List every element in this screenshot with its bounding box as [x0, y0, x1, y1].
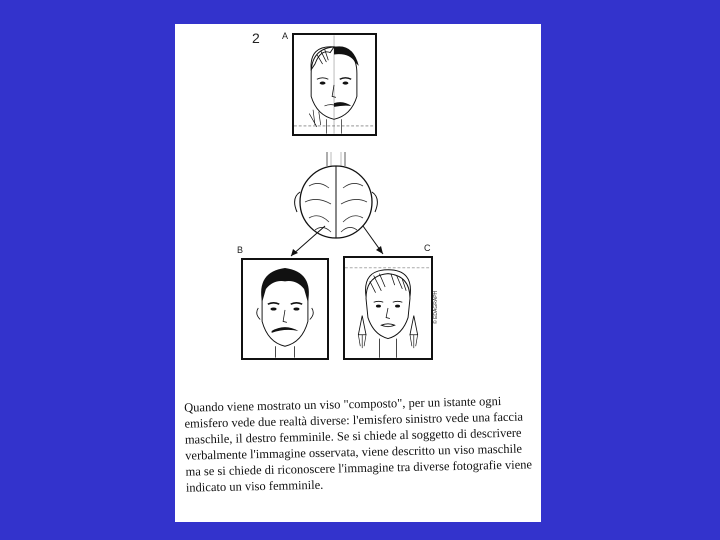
- figure-caption: Quando viene mostrato un viso "composto", per un istante ogni emisfero vede due realtà diverse: l'emisfero sinistro vede una faccia maschile, il destro femminile. Se si chiede al soggetto di descrivere verbalmente l'immagine osservata, viene descritto un viso maschile ma se si chiede di riconoscere l'immagine tra diverse fotografie viene indicato un viso femminile.: [184, 394, 533, 495]
- copyright-mark: © EDAGRAPH: [433, 290, 439, 324]
- composite-face-frame: [292, 33, 377, 136]
- figure-number: 2: [252, 30, 260, 46]
- label-a: A: [282, 31, 289, 41]
- male-face-frame: [241, 258, 329, 360]
- female-face-drawing: [345, 258, 431, 358]
- female-face-frame: [343, 256, 433, 360]
- label-b: B: [237, 245, 244, 255]
- composite-face-drawing: [294, 35, 375, 134]
- label-c: C: [424, 243, 431, 253]
- scanned-page: [175, 24, 541, 522]
- male-face-drawing: [243, 260, 327, 358]
